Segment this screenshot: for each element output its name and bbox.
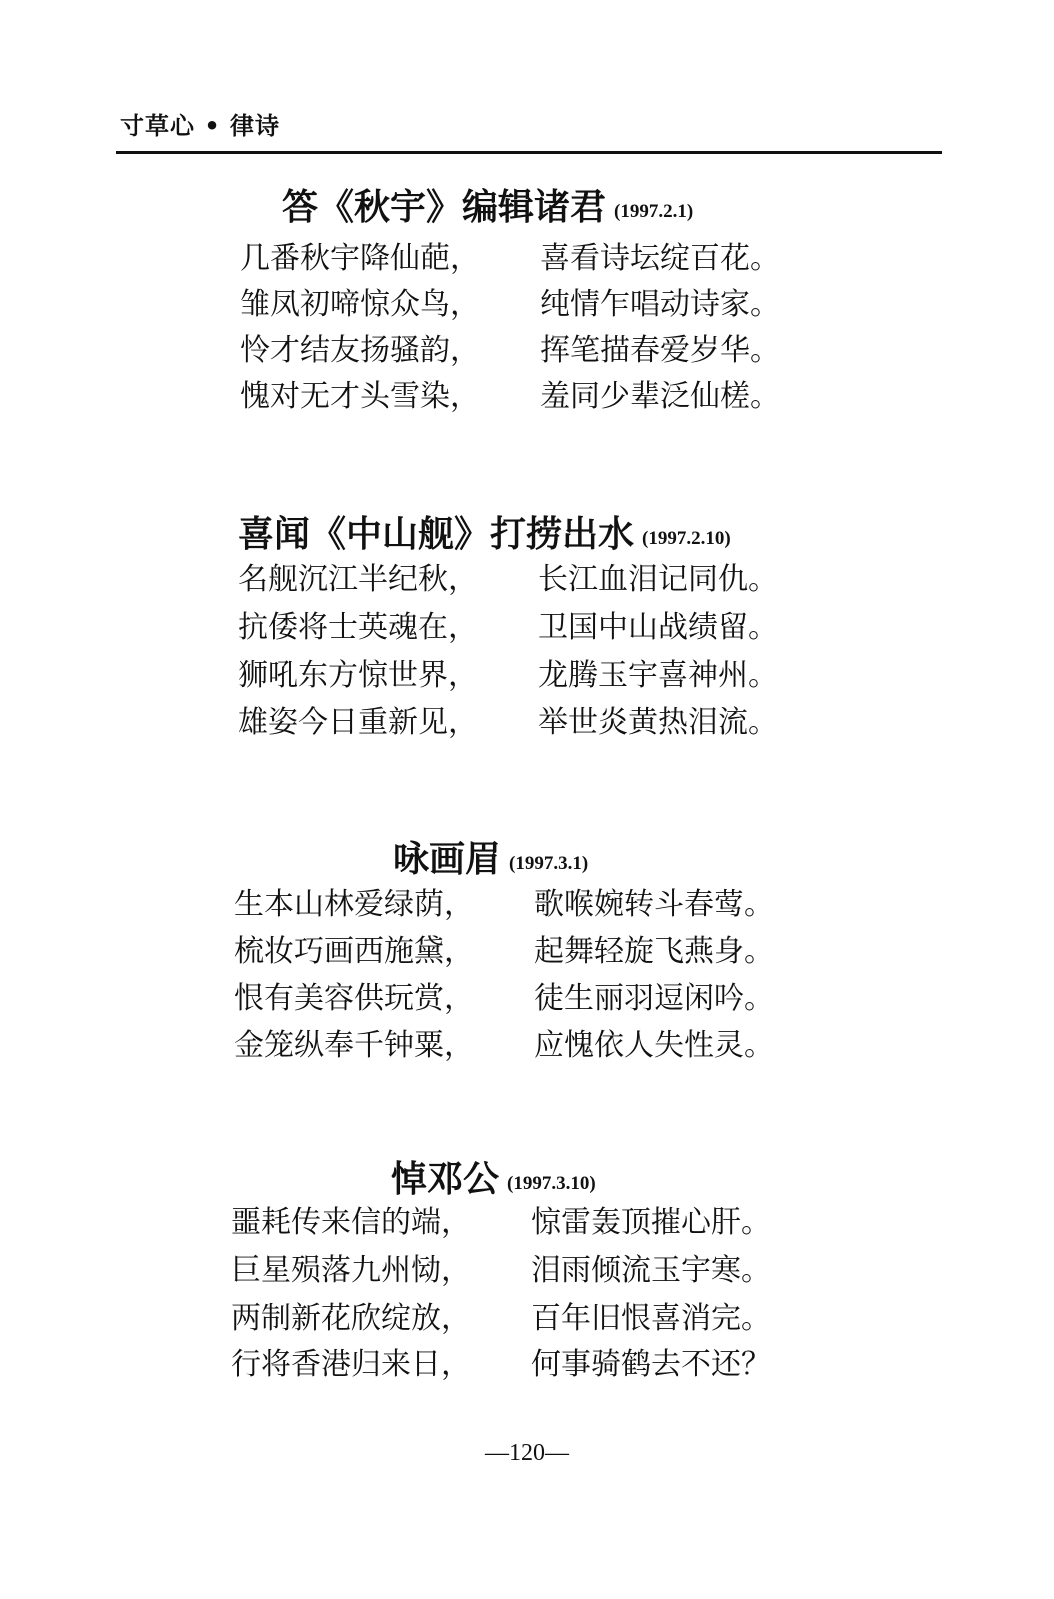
poem-line-first-half: 噩耗传来信的端，	[231, 1205, 471, 1240]
poem-line-first-half: 几番秋宇降仙葩，	[240, 241, 480, 276]
poem-line-second-half: 徒生丽羽逗闲吟。	[534, 981, 774, 1016]
poem-line-first-half: 梳妆巧画西施黛，	[234, 934, 474, 969]
poem-date: (1997.2.1)	[614, 201, 694, 222]
poem-line-first-half: 行将香港归来日，	[231, 1347, 471, 1382]
poem-line-first-half: 抗倭将士英魂在，	[238, 610, 478, 645]
poem-title	[393, 838, 588, 886]
poem-line-second-half: 喜看诗坛绽百花。	[540, 241, 780, 276]
poem-title-text: 喜闻《中山舰》打捞出水	[238, 514, 635, 555]
poem-line-second-half: 卫国中山战绩留。	[538, 610, 778, 645]
poem-line-second-half: 惊雷轰顶摧心肝。	[531, 1205, 771, 1240]
page-number: —120—	[485, 1440, 569, 1466]
poem-title-text: 答《秋宇》编辑诸君	[282, 187, 607, 228]
poem-line-second-half: 龙腾玉宇喜神州。	[538, 658, 778, 693]
poem-date: (1997.3.10)	[507, 1173, 596, 1194]
poem-line-second-half: 挥笔描春爱岁华。	[540, 333, 780, 368]
poem-line-first-half: 巨星殒落九州恸，	[231, 1253, 471, 1288]
poem-title	[282, 186, 693, 234]
poem-line-first-half: 雄姿今日重新见，	[238, 705, 478, 740]
poem-line-second-half: 举世炎黄热泪流。	[538, 705, 778, 740]
running-header: 寸草心 • 律诗	[120, 112, 281, 140]
poem-line-first-half: 愧对无才头雪染，	[240, 379, 480, 414]
poem-line-first-half: 两制新花欣绽放，	[231, 1301, 471, 1336]
poem-date: (1997.2.10)	[642, 528, 731, 549]
poem-line-first-half: 名舰沉江半纪秋，	[238, 562, 478, 597]
poem-date: (1997.3.1)	[509, 853, 589, 874]
poem-line-first-half: 雏凤初啼惊众鸟，	[240, 287, 480, 322]
poem-line-second-half: 羞同少辈泛仙槎。	[540, 379, 780, 414]
poem-line-first-half: 生本山林爱绿荫，	[234, 887, 474, 922]
poem-line-second-half: 纯情乍唱动诗家。	[540, 287, 780, 322]
poem-title	[391, 1158, 596, 1206]
poem-line-second-half: 歌喉婉转斗春莺。	[534, 887, 774, 922]
poem-title	[238, 513, 731, 561]
poem-title-text: 悼邓公	[391, 1159, 500, 1200]
poem-line-second-half: 起舞轻旋飞燕身。	[534, 934, 774, 969]
poem-line-second-half: 应愧依人失性灵。	[534, 1028, 774, 1063]
poem-line-second-half: 何事骑鹤去不还？	[531, 1347, 771, 1382]
header-rule	[116, 151, 942, 154]
poem-line-second-half: 百年旧恨喜消完。	[531, 1301, 771, 1336]
poem-line-first-half: 恨有美容供玩赏，	[234, 981, 474, 1016]
poem-line-first-half: 狮吼东方惊世界，	[238, 658, 478, 693]
poem-line-first-half: 怜才结友扬骚韵，	[240, 333, 480, 368]
poem-line-first-half: 金笼纵奉千钟粟，	[234, 1028, 474, 1063]
poem-title-text: 咏画眉	[393, 839, 502, 880]
poem-line-second-half: 长江血泪记同仇。	[538, 562, 778, 597]
poem-line-second-half: 泪雨倾流玉宇寒。	[531, 1253, 771, 1288]
